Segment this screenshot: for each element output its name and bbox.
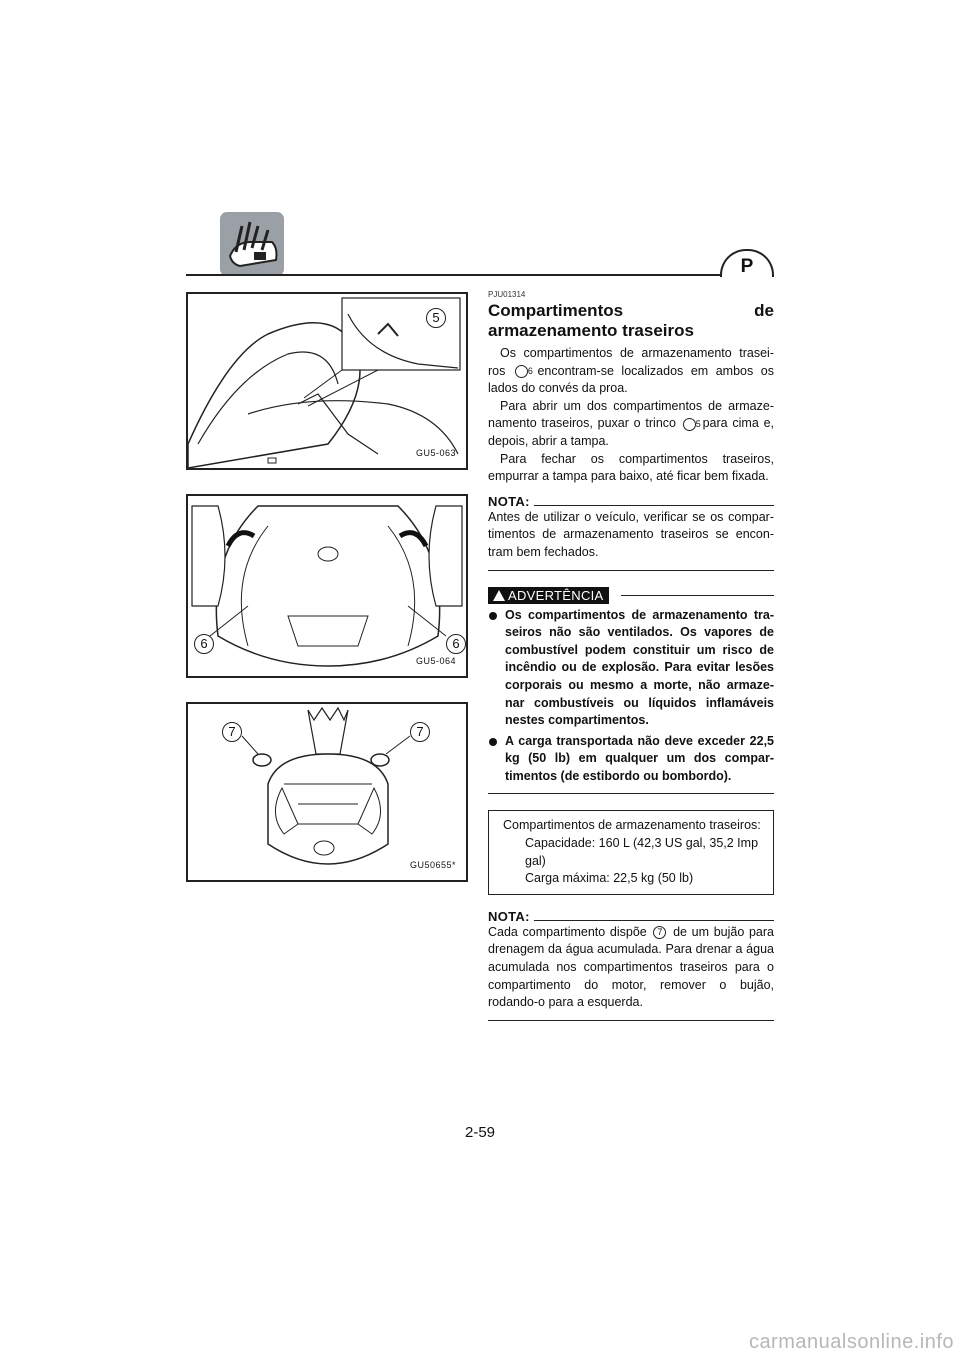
bullet-icon	[489, 738, 497, 746]
note-text: Antes de utilizar o veículo, verificar se os compar-timentos de armazenamento traseiros se encon-tram bem fechados.	[488, 509, 774, 559]
note-label: NOTA:	[488, 908, 530, 924]
section-title: Compartimentos de armazenamento traseiros	[488, 301, 774, 340]
spec-max-load: Carga máxima: 22,5 kg (50 lb)	[525, 871, 694, 886]
callout-7-left: 7	[222, 722, 242, 742]
spec-box	[488, 810, 774, 894]
watermark: carmanualsonline.info	[748, 1331, 954, 1353]
paragraph-location: Os compartimentos de armazenamento trasei-ros 6 encontram-se localizados em ambos os lados do convés da proa.	[488, 346, 774, 396]
paragraph-open: Para abrir um dos compartimentos de armaze-namento traseiros, puxar o trinco 5 para cima e, depois, abrir a tampa.	[488, 398, 775, 448]
warning-rule	[488, 793, 774, 794]
header-rule	[186, 274, 774, 276]
callout-7-right: 7	[410, 722, 430, 742]
page-number: 2-59	[464, 1124, 496, 1141]
note-rule	[488, 1020, 774, 1021]
spec-capacity: Capacidade: 160 L (42,3 US gal, 35,2 Imp gal)	[525, 836, 759, 868]
warning-badge: ADVERTÊNCIA	[488, 587, 609, 604]
note-heading	[488, 909, 774, 924]
bullet-icon	[489, 612, 497, 620]
section-code: PJU01314	[488, 290, 526, 299]
callout-6-right: 6	[446, 634, 466, 654]
figure-drain-plugs	[186, 702, 468, 882]
note-label: NOTA:	[488, 493, 530, 509]
figure-latch	[186, 292, 468, 470]
figure-label: GU5-064	[415, 656, 456, 666]
warning-bullet: A carga transportada não deve exceder 22,5 kg (50 lb) em qualquer um dos compar-timentos (de estibordo ou bombordo).	[488, 733, 774, 786]
ref-6: 6	[515, 365, 528, 378]
figure-label: GU50655*	[409, 860, 456, 870]
callout-5: 5	[426, 308, 446, 328]
paragraph-close: Para fechar os compartimentos traseiros, empurrar a tampa para baixo, até ficar bem fixada.	[488, 451, 774, 484]
text-column	[488, 282, 774, 1021]
ref-5: 5	[683, 418, 696, 431]
warning-icon	[493, 590, 505, 601]
section-icon	[220, 212, 284, 276]
callout-6-left: 6	[194, 634, 214, 654]
figure-compartments	[186, 494, 468, 678]
note-heading	[488, 494, 774, 509]
spec-title: Compartimentos de armazenamento traseiros:	[503, 818, 761, 833]
ref-7: 7	[653, 926, 666, 939]
warning-heading	[488, 587, 774, 604]
language-badge: P	[720, 249, 774, 277]
warning-bullet: Os compartimentos de armazenamento tra-seiros não são ventilados. Os vapores de combustível podem constituir um risco de incêndio ou de explosão. Para evitar lesões corporais ou mesmo a morte, não armaze-nar combustíveis ou líquidos inflamáveis nestes compartimentos.	[488, 607, 774, 730]
note-text: Cada compartimento dispõe 7 de um bujão para drenagem da água acumulada. Para drenar a água acumulada nos compartimentos traseiros para o compartimento do motor, remover o bujão, rodando-o para a esquerda.	[488, 924, 774, 1010]
figure-label: GU5-063	[415, 448, 456, 458]
note-rule	[488, 570, 774, 571]
